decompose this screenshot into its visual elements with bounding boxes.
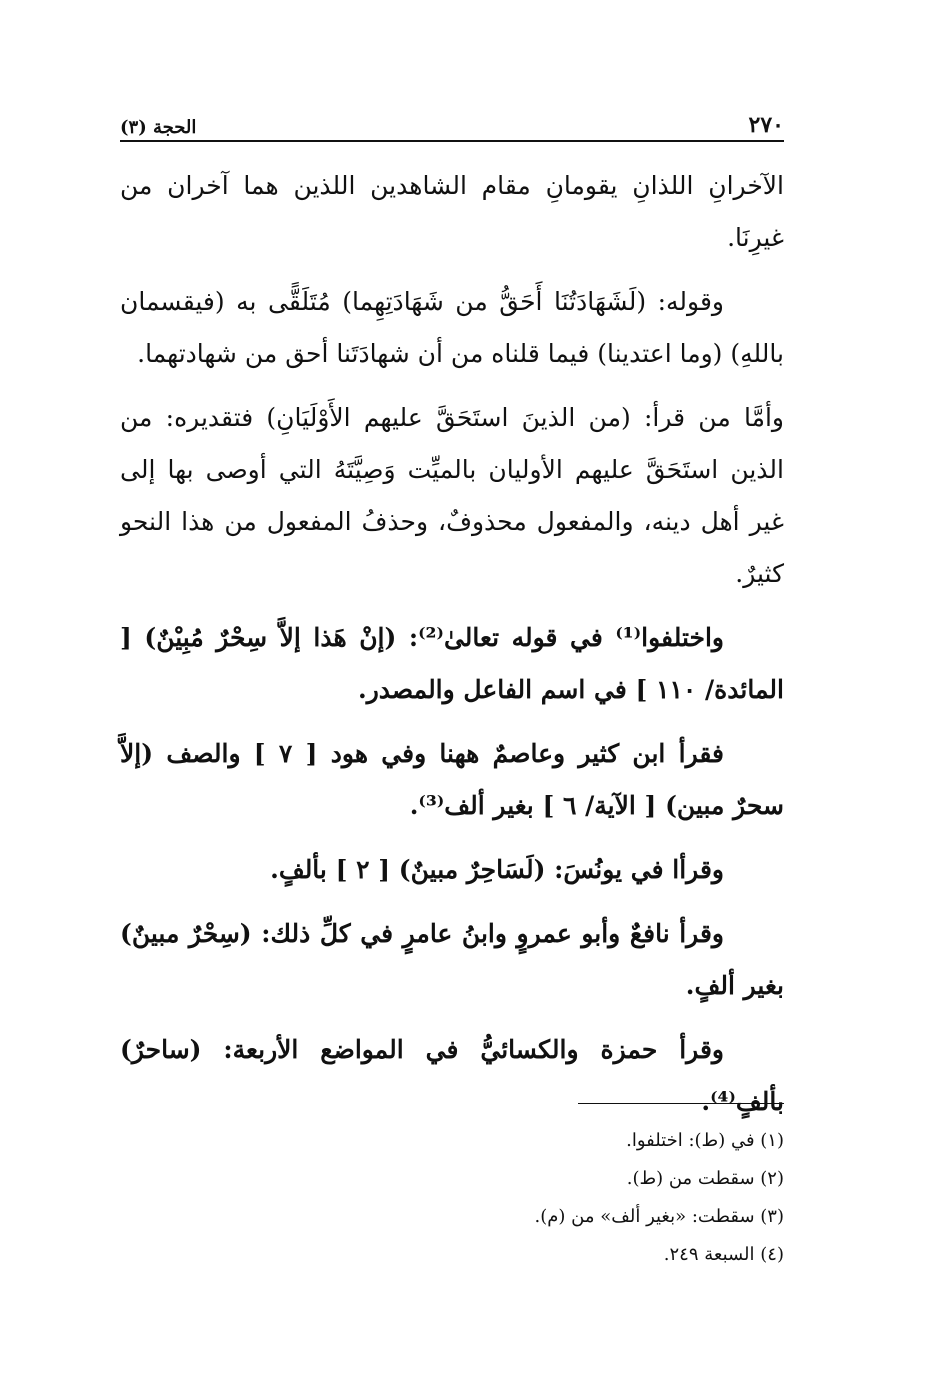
paragraph: الآخرانِ اللذانِ يقومانِ مقام الشاهدين اللذين هما آخران من غيرِنَا. xyxy=(120,171,784,252)
footnote: (٣) سقطت: «بغير ألف» من (م). xyxy=(534,1206,784,1227)
footnote-rule xyxy=(578,1103,784,1104)
header-rule xyxy=(120,140,784,142)
paragraph: فقرأ ابن كثير وعاصمٌ ههنا وفي هود [ ٧ ] والصف (إلاَّ سحرٌ مبين) [ الآية/ ٦ ] بغير ألف⁽³⁾. xyxy=(120,739,784,820)
footnotes xyxy=(400,1122,784,1274)
footnote: (٢) سقطت من (ط). xyxy=(626,1168,784,1189)
page-header xyxy=(120,104,784,138)
paragraph: وقوله: (لَشَهَادَتُنَا أَحَقُّ من شَهَادَتِهِما) مُتَلَقًّى به (فيقسمان باللهِ) (وما اعتدينا) فيما قلناه من أن شهادَتَنا أحق من شهادتهما. xyxy=(120,287,784,368)
running-title: الحجة (٣) xyxy=(120,117,197,138)
footnote: (١) في (ط): اختلفوا. xyxy=(626,1130,784,1151)
paragraph: واختلفوا⁽¹⁾ في قوله تعالىٰ⁽²⁾: (إنْ هَذا إلاَّ سِحْرٌ مُبِيْنٌ) [ المائدة/ ١١٠ ] في اسم الفاعل والمصدر. xyxy=(120,623,784,704)
paragraph: وأمَّا من قرأ: (من الذينَ استَحَقَّ عليهم الأَوْلَيَانِ) فتقديره: من الذين استَحَقَّ عليهم الأوليان بالميِّت وَصِيَّتَهُ التي أوصى بها إلى غير أهل دينه، والمفعول محذوفٌ، وحذفُ المفعول من هذا النحو كثيرٌ. xyxy=(120,403,784,588)
page-number: ٢٧٠ xyxy=(748,112,784,138)
paragraph: وقرأ حمزة والكسائيُّ في المواضع الأربعة: (ساحرٌ) بألفٍ⁽⁴⁾. xyxy=(120,1035,784,1116)
paragraph: وقرأ نافعٌ وأبو عمروٍ وابنُ عامرٍ في كلِّ ذلك: (سِحْرٌ مبينٌ) بغير ألفٍ. xyxy=(120,919,784,1000)
footnote: (٤) السبعة ٢٤٩. xyxy=(663,1244,784,1265)
paragraph: وقرأا في يونُسَ: (لَسَاحِرٌ مبينٌ) [ ٢ ] بألفٍ. xyxy=(270,855,724,884)
main-text xyxy=(120,160,784,1140)
